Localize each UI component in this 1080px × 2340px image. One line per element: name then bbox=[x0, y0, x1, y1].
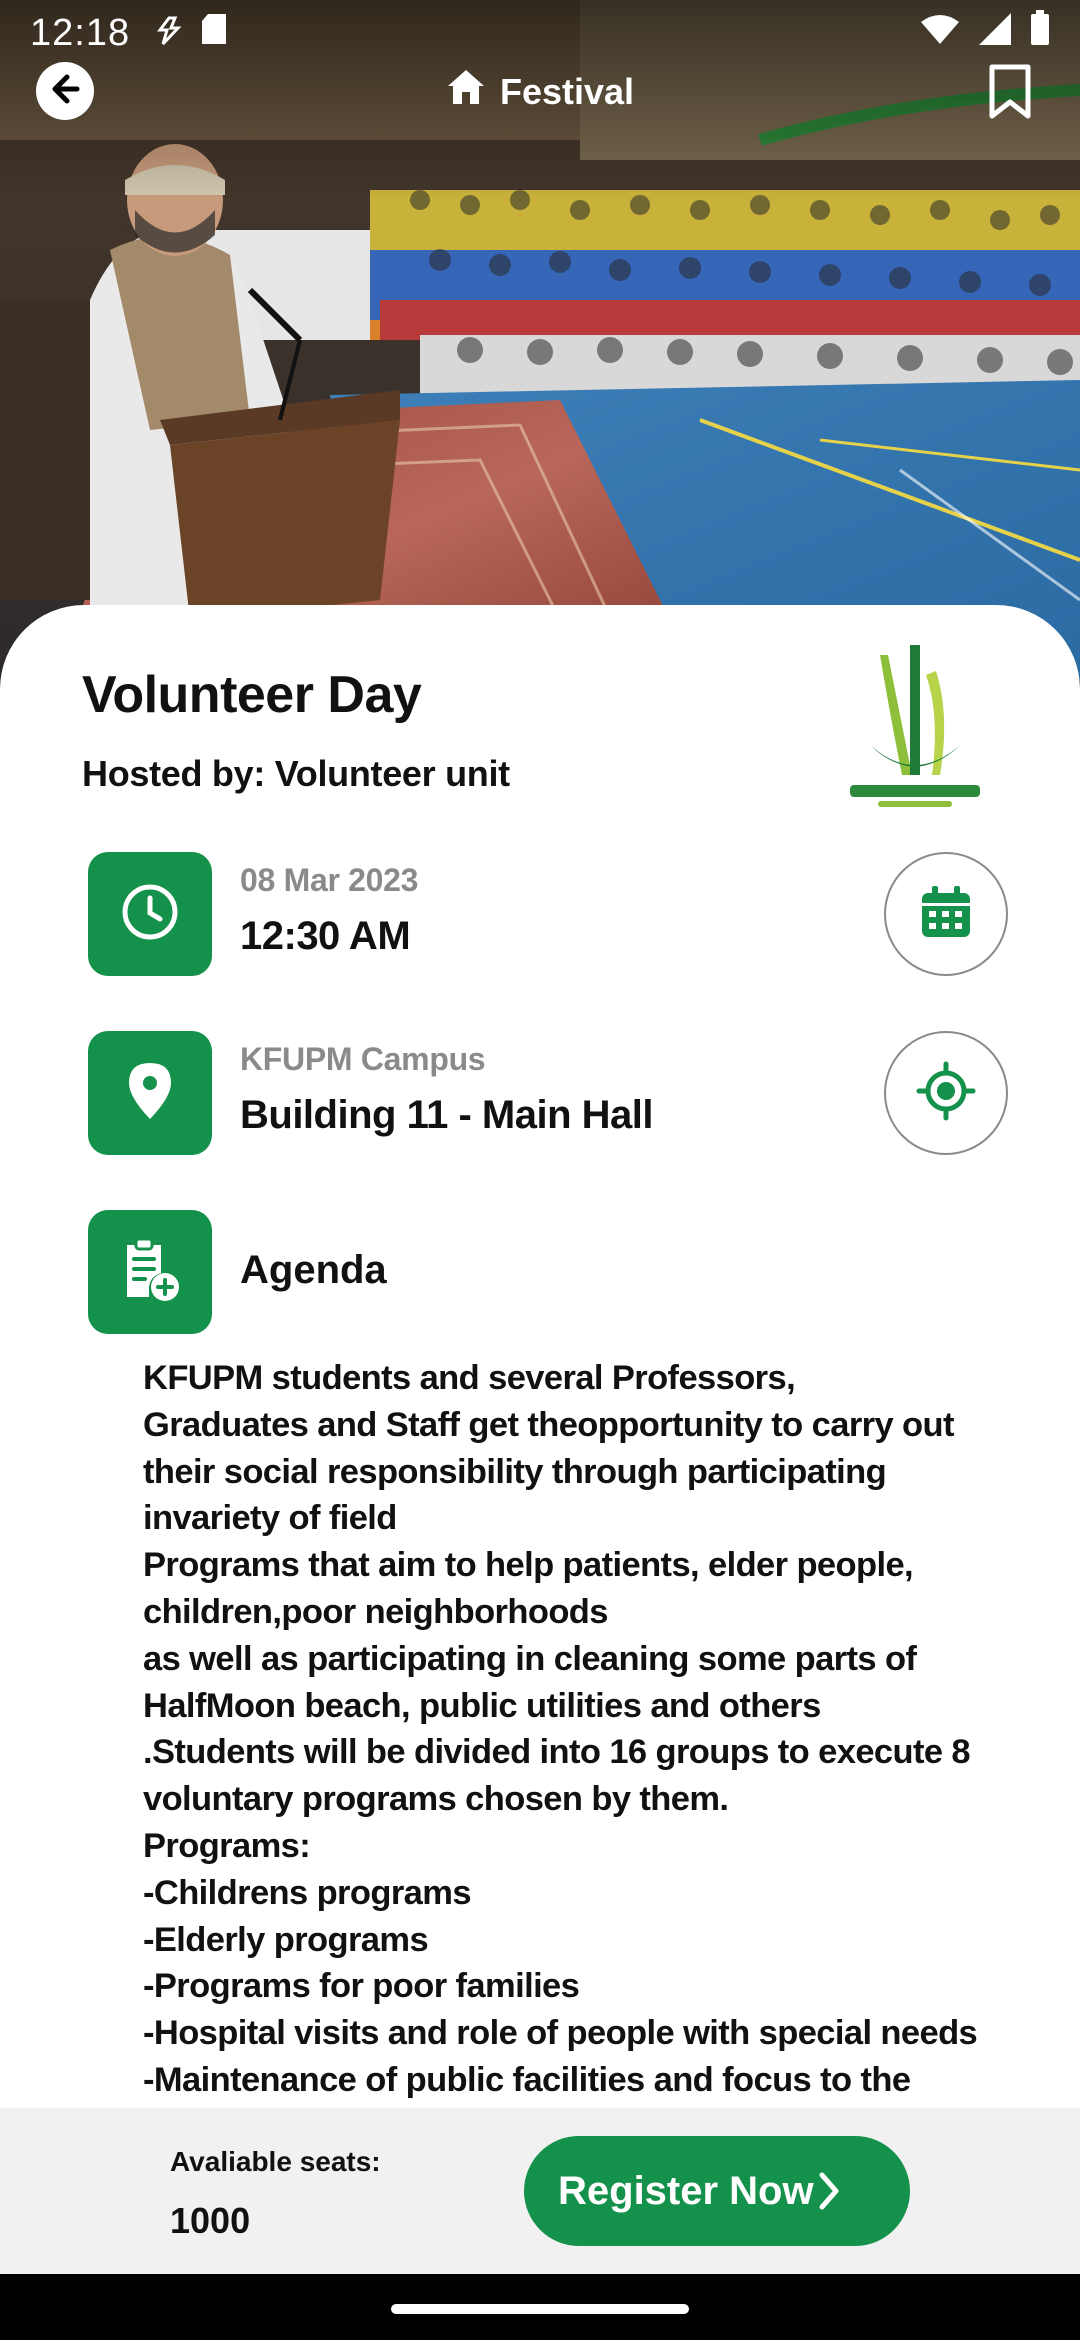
event-date: 08 Mar 2023 bbox=[240, 862, 419, 898]
date-time-row bbox=[88, 852, 1008, 976]
gps-target-icon bbox=[916, 1061, 976, 1126]
sd-card-icon bbox=[200, 11, 228, 56]
agenda-heading: Agenda bbox=[240, 1248, 387, 1292]
event-host: Hosted by: Volunteer unit bbox=[82, 753, 510, 794]
event-title: Volunteer Day bbox=[82, 666, 422, 724]
agenda-description: KFUPM students and several Professors, Graduates and Staff get theopportunity to carry out their social responsibility through participating invariety of field Programs that aim to help patients, elder people, children,poor neighborhoods as well as participating in cleaning some parts of HalfMoon beach, public utilities and others .Students will be divided into 16 groups to execute 8 voluntary programs chosen by them. Programs: -Childrens programs -Elderly programs -Programs for poor families -Hospital visits and role of people with special needs -Maintenance of public facilities and focus to the bbox=[143, 1359, 978, 2099]
home-icon bbox=[446, 68, 486, 115]
available-seats-count: 1000 bbox=[170, 2200, 251, 2241]
event-details-sheet bbox=[0, 605, 1080, 2110]
clock-icon bbox=[120, 882, 180, 947]
location-row bbox=[88, 1031, 1008, 1155]
event-campus: KFUPM Campus bbox=[240, 1041, 486, 1077]
bookmark-button[interactable] bbox=[984, 64, 1036, 124]
event-cover-photo bbox=[0, 0, 1080, 680]
chevron-right-icon bbox=[814, 2169, 844, 2223]
calendar-icon bbox=[920, 885, 972, 944]
category-title bbox=[0, 68, 1080, 115]
clipboard-add-icon bbox=[119, 1237, 181, 1308]
register-button-label: Register Now bbox=[558, 2168, 814, 2213]
cellular-signal-icon bbox=[978, 11, 1012, 56]
register-now-button[interactable] bbox=[524, 2136, 910, 2246]
bookmark-icon bbox=[988, 64, 1032, 125]
event-venue: Building 11 - Main Hall bbox=[240, 1093, 653, 1137]
add-to-calendar-button[interactable] bbox=[884, 852, 1008, 976]
status-time: 12:18 bbox=[30, 11, 131, 54]
show-location-button[interactable] bbox=[884, 1031, 1008, 1155]
battery-icon bbox=[1030, 10, 1050, 56]
status-bar bbox=[0, 0, 1080, 66]
category-label: Festival bbox=[499, 70, 635, 112]
data-saver-icon bbox=[156, 11, 182, 56]
volunteer-unit-logo bbox=[840, 635, 990, 815]
available-seats-label: Avaliable seats: bbox=[170, 2146, 381, 2177]
location-tile bbox=[88, 1031, 212, 1155]
app-bar bbox=[0, 62, 1080, 124]
wifi-icon bbox=[920, 11, 960, 56]
date-tile bbox=[88, 852, 212, 976]
agenda-row bbox=[88, 1210, 1008, 1334]
registration-bar bbox=[0, 2108, 1080, 2274]
map-pin-icon bbox=[127, 1061, 173, 1126]
event-time: 12:30 AM bbox=[240, 914, 411, 958]
system-navigation-bar bbox=[0, 2274, 1080, 2340]
home-indicator[interactable] bbox=[391, 2304, 689, 2314]
agenda-tile bbox=[88, 1210, 212, 1334]
